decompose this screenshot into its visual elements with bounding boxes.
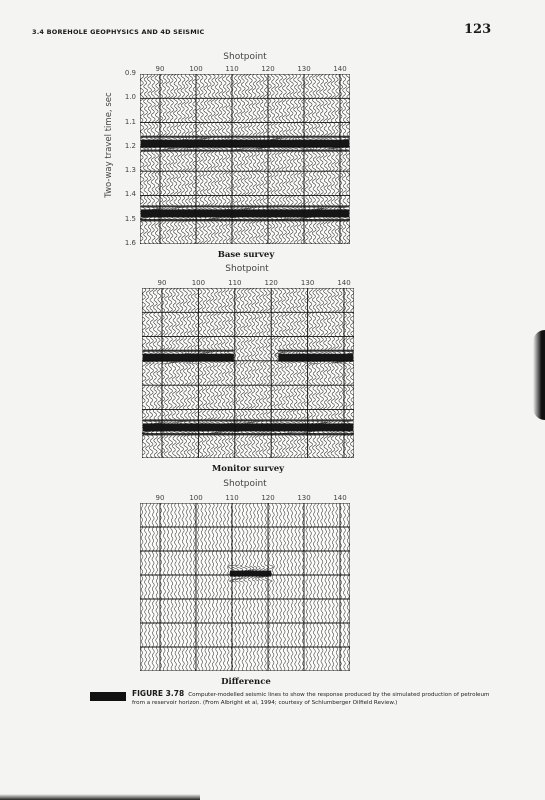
x-tick-label: 140 bbox=[333, 494, 347, 502]
x-tick-label: 120 bbox=[261, 494, 275, 502]
shotpoint-title-difference: Shotpoint bbox=[223, 479, 267, 489]
page-number: 123 bbox=[464, 22, 492, 37]
y-tick-label: 1.3 bbox=[124, 166, 136, 175]
x-tick-label: 140 bbox=[337, 279, 351, 287]
x-tick-label: 90 bbox=[157, 279, 167, 287]
figure-caption bbox=[132, 690, 492, 707]
caption-monitor-survey: Monitor survey bbox=[211, 464, 285, 474]
shotpoint-title-monitor: Shotpoint bbox=[225, 264, 269, 274]
y-tick-label: 1.6 bbox=[124, 239, 136, 247]
figure-label: FIGURE 3.78 bbox=[132, 689, 185, 698]
seismic-section-base bbox=[140, 74, 350, 244]
seismic-section-monitor bbox=[142, 288, 354, 458]
figure-text: Computer-modelled seismic lines to show the response produced by the simulated production of petroleum from a reservoir horizon. (From Albright et al, 1994; courtesy of Schlumberger Oilfield Review.) bbox=[132, 692, 490, 706]
x-tick-label: 100 bbox=[191, 279, 206, 287]
section-header: 3.4 BOREHOLE GEOPHYSICS AND 4D SEISMIC bbox=[32, 28, 205, 36]
y-tick-label: 0.9 bbox=[124, 69, 136, 77]
x-tick-label: 90 bbox=[155, 65, 165, 73]
x-tick-label: 130 bbox=[297, 65, 311, 73]
caption-difference: Difference bbox=[221, 677, 271, 687]
x-tick-label: 130 bbox=[297, 494, 311, 502]
x-tick-label: 120 bbox=[261, 65, 275, 73]
page-bottom-shadow bbox=[0, 794, 200, 800]
x-tick-label: 90 bbox=[155, 494, 165, 502]
x-tick-label: 130 bbox=[300, 279, 315, 287]
x-tick-label: 110 bbox=[225, 494, 239, 502]
page-binding-edge bbox=[533, 330, 545, 420]
shotpoint-title-base: Shotpoint bbox=[223, 52, 267, 62]
y-tick-label: 1.1 bbox=[124, 117, 136, 126]
x-tick-label: 110 bbox=[225, 65, 239, 73]
x-tick-label: 120 bbox=[264, 279, 278, 287]
figure-marker bbox=[90, 692, 126, 701]
x-tick-label: 140 bbox=[333, 65, 347, 73]
y-axis-label: Two-way travel time, sec bbox=[104, 92, 114, 198]
x-tick-label: 110 bbox=[228, 279, 242, 287]
y-tick-label: 1.4 bbox=[124, 190, 136, 199]
x-tick-label: 100 bbox=[189, 65, 203, 73]
caption-base-survey: Base survey bbox=[217, 250, 275, 260]
y-tick-label: 1.0 bbox=[124, 93, 136, 102]
x-tick-label: 100 bbox=[189, 494, 203, 502]
seismic-section-difference bbox=[140, 503, 350, 671]
y-tick-label: 1.5 bbox=[124, 214, 136, 223]
y-tick-label: 1.2 bbox=[124, 141, 136, 150]
